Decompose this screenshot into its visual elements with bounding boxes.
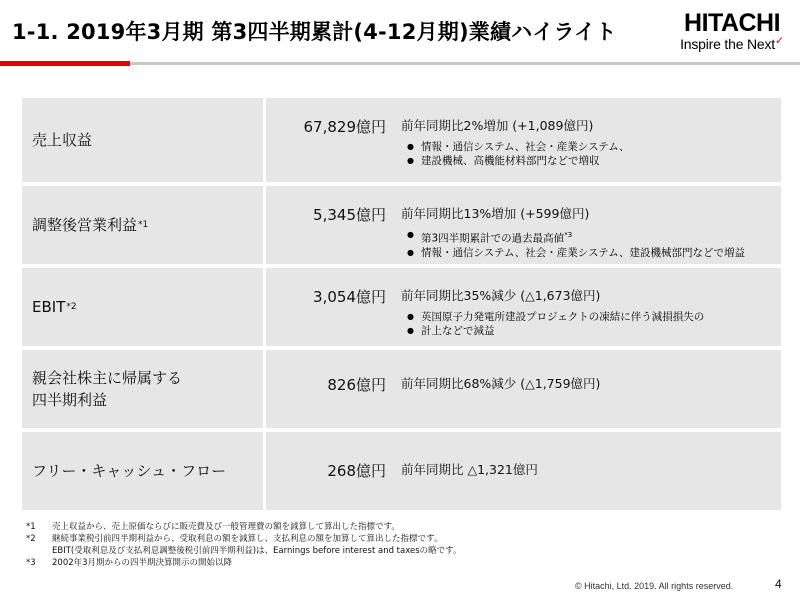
page-number: 4 [775,577,782,591]
row-amount: 67,829億円 [303,118,386,136]
row-label [22,186,263,264]
header-accent-bar [0,61,130,66]
bullet-item [407,246,781,260]
row-adjusted-operating-income [22,186,781,264]
row-summary: 前年同期比2%増加 (+1,089億円) [401,118,594,133]
footnote [26,521,461,533]
bullet-item [407,140,781,154]
footnote-text: EBIT(受取利息及び支払利息調整後税引前四半期利益)は、Earnings before interest and taxesの略です。 [52,546,462,556]
logo-tagline-text: Inspire the Next [680,36,775,52]
footnote [26,557,461,569]
row-amount: 5,345億円 [313,206,386,224]
footnote-ref: *3 [564,231,573,239]
bullet-text: 建設機械、高機能材料部門などで増収 [421,155,600,167]
bullet-list [407,228,781,260]
bullet-item [407,324,781,338]
row-summary: 前年同期比68%減少 (△1,759億円) [401,376,601,391]
bullet-list [407,140,781,168]
hitachi-logo [680,10,784,52]
bullet-text: 第3四半期累計での過去最高値 [421,232,565,245]
footnote-mark: *1 [26,522,36,532]
row-amount: 268億円 [327,462,386,480]
footnote-mark: *2 [26,534,36,544]
logo-tagline [680,36,784,52]
row-label [22,98,263,182]
row-body [386,186,781,264]
footnote-mark: *3 [26,558,36,568]
row-label-text: 売上収益 [32,131,93,149]
bullet-item [407,154,781,168]
bullet-text: 英国原子力発電所建設プロジェクトの凍結に伴う減損損失の [421,311,705,323]
footnote-text: 継続事業税引前四半期利益から、受取利息の額を減算し、支払利息の額を加算して算出した指標です。 [52,534,443,544]
logo-wordmark: HITACHI [684,9,781,37]
bullet-item [407,310,781,324]
bullet-text: 計上などで減益 [421,325,495,337]
row-label-text: フリー・キャッシュ・フロー [32,462,227,480]
row-body [386,98,781,182]
row-summary: 前年同期比35%減少 (△1,673億円) [401,288,601,303]
row-label-text: 調整後営業利益 [32,216,138,234]
row-free-cash-flow [22,432,781,510]
row-summary: 前年同期比13%増加 (+599億円) [401,206,590,221]
logo-swoosh-icon: ✓ [774,35,784,47]
copyright: © Hitachi, Ltd. 2019. All rights reserved. [575,581,734,591]
bullet-text: 情報・通信システム、社会・産業システム、 [421,141,630,153]
row-label [22,350,263,428]
bullet-list [407,310,781,338]
footnote-text: 2002年3月期からの四半期決算開示の開始以降 [52,558,233,568]
row-summary: 前年同期比 △1,321億円 [401,462,538,477]
footnote-ref: *2 [66,302,77,312]
row-label [22,268,263,346]
bullet-text: 情報・通信システム、社会・産業システム、建設機械部門などで増益 [421,246,746,259]
row-label-line: 四半期利益 [32,391,108,409]
row-net-income [22,350,781,428]
footnote [26,533,461,545]
footnotes [26,521,461,569]
row-body [386,350,781,428]
row-body [386,432,781,510]
footnote-continuation [26,545,461,557]
row-body [386,268,781,346]
slide-title: 1-1. 2019年3月期 第3四半期累計(4-12月期)業績ハイライト [12,20,617,44]
row-amount: 826億円 [327,376,386,394]
row-label-line: 親会社株主に帰属する [32,369,183,387]
bullet-item [407,228,781,246]
row-revenue [22,98,781,182]
row-label [22,432,263,510]
row-label-text: EBIT [32,298,66,316]
row-ebit [22,268,781,346]
row-amount: 3,054億円 [313,288,386,306]
footnote-ref: *1 [138,220,149,230]
footnote-text: 売上収益から、売上原価ならびに販売費及び一般管理費の額を減算して算出した指標です。 [52,522,400,532]
